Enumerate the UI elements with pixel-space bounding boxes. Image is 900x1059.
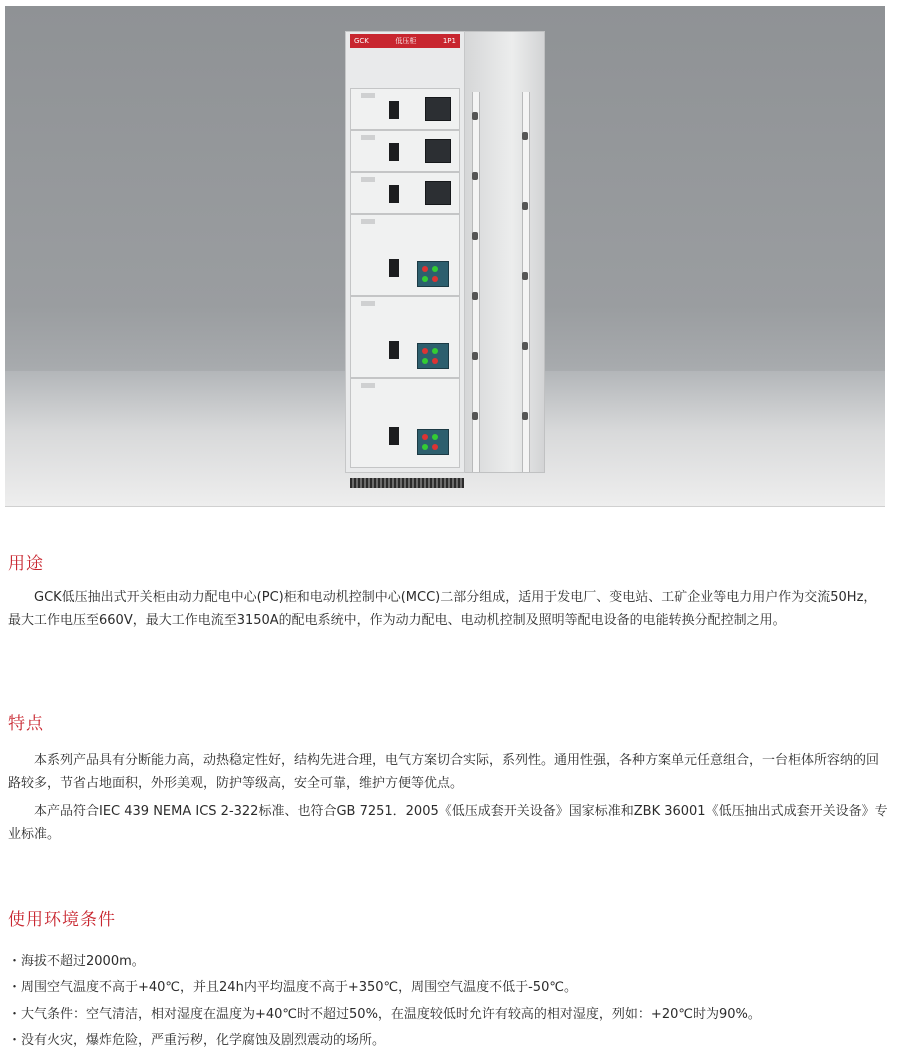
cabinet-base-vent [350, 478, 464, 488]
rail-hole [472, 232, 478, 240]
rail-hole [522, 202, 528, 210]
features-paragraph-1: 本系列产品具有分断能力高，动热稳定性好，结构先进合理，电气方案切合实际，系列性。通用性强，各种方案单元任意组合，一台柜体所容纳的回路较多，节省占地面积，外形美观，防护等级高，安全可靠，维护方便等优点。 [8, 753, 880, 791]
environment-item: ・大气条件：空气清洁，相对湿度在温度为+40℃时不超过50%，在温度较低时允许有较高的相对湿度，列如：+20℃时为90%。 [8, 1007, 761, 1022]
nameplate-mid: 低压柜 [395, 37, 417, 45]
control-button-panel [417, 261, 449, 287]
nameplate-right: 1P1 [442, 37, 456, 45]
indicator-green [432, 266, 438, 272]
drawer-unit [350, 296, 460, 378]
rail-hole [472, 412, 478, 420]
drawer-label-plate [361, 177, 375, 182]
product-image [5, 6, 885, 507]
rail-hole [522, 132, 528, 140]
indicator-green [422, 358, 428, 364]
rail-hole [522, 272, 528, 280]
drawer-handle [389, 427, 399, 445]
indicator-red [432, 358, 438, 364]
section-title-features: 特点 [8, 714, 44, 734]
nameplate-left: GCK [354, 37, 369, 45]
environment-item: ・没有火灾，爆炸危险，严重污秽，化学腐蚀及剧烈震动的场所。 [8, 1033, 386, 1048]
indicator-red [422, 348, 428, 354]
drawer-unit [350, 130, 460, 172]
meter-panel [425, 97, 451, 121]
rail-hole [522, 412, 528, 420]
drawer-handle [389, 143, 399, 161]
rail-hole [472, 112, 478, 120]
cabinet-side-frame [463, 31, 545, 473]
indicator-red [422, 266, 428, 272]
control-button-panel [417, 429, 449, 455]
rail-hole [522, 342, 528, 350]
drawer-handle [389, 259, 399, 277]
environment-item: ・周围空气温度不高于+40℃，并且24h内平均温度不高于+350℃，周围空气温度不低于-50℃。 [8, 980, 577, 995]
cabinet-front [345, 31, 465, 473]
section-title-usage: 用途 [8, 554, 44, 574]
cabinet-nameplate [350, 34, 460, 48]
meter-panel [425, 181, 451, 205]
drawer-handle [389, 101, 399, 119]
features-paragraph-2: 本产品符合IEC 439 NEMA ICS 2-322标准、也符合GB 7251．2005《低压成套开关设备》国家标准和ZBK 36001《低压抽出式成套开关设备》专业标准。 [8, 804, 888, 842]
indicator-green [432, 348, 438, 354]
indicator-red [432, 444, 438, 450]
drawer-handle [389, 341, 399, 359]
drawer-label-plate [361, 219, 375, 224]
indicator-green [432, 434, 438, 440]
drawer-unit [350, 172, 460, 214]
switchgear-cabinet-illustration [345, 21, 545, 481]
indicator-green [422, 444, 428, 450]
environment-item: ・海拔不超过2000m。 [8, 954, 145, 969]
drawer-label-plate [361, 301, 375, 306]
rail-hole [472, 292, 478, 300]
indicator-red [422, 434, 428, 440]
drawer-unit [350, 88, 460, 130]
control-button-panel [417, 343, 449, 369]
rail-hole [472, 352, 478, 360]
meter-panel [425, 139, 451, 163]
drawer-label-plate [361, 93, 375, 98]
indicator-green [422, 276, 428, 282]
rail-hole [472, 172, 478, 180]
drawer-label-plate [361, 135, 375, 140]
indicator-red [432, 276, 438, 282]
drawer-unit [350, 378, 460, 468]
drawer-label-plate [361, 383, 375, 388]
drawer-handle [389, 185, 399, 203]
section-title-environment: 使用环境条件 [8, 910, 116, 930]
usage-paragraph: GCK低压抽出式开关柜由动力配电中心(PC)柜和电动机控制中心(MCC)二部分组成，适用于发电厂、变电站、工矿企业等电力用户作为交流50Hz，最大工作电压至660V，最大工作电流至3150A的配电系统中，作为动力配电、电动机控制及照明等配电设备的电能转换分配控制之用。 [8, 590, 877, 628]
drawer-unit [350, 214, 460, 296]
